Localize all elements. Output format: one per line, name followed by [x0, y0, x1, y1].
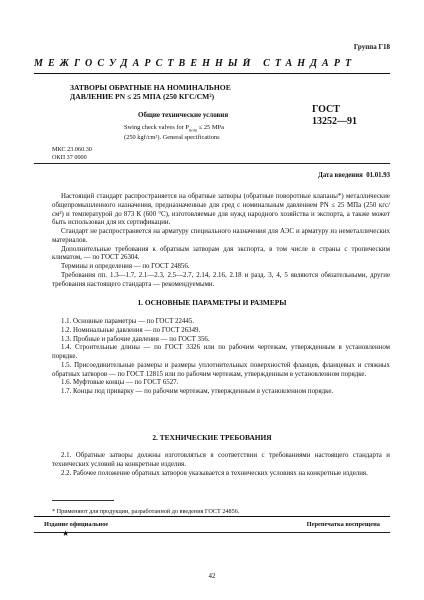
introduction-date-value: 01.01.93 — [366, 172, 390, 179]
paragraph: 1.6. Муфтовые концы — по ГОСТ 6527. — [61, 379, 179, 387]
banner-rule — [34, 73, 390, 74]
section-1-text — [52, 318, 390, 397]
paragraph: 1.4. Строительные длины — по ГОСТ 3326 или по рабочим чертежам, утвержденным в установленном порядке. — [52, 344, 390, 360]
paragraph: Дополнительные требования к обратным затворам для экспорта, в том числе в страны с тропическим климатом, — по ГОСТ 26304. — [52, 245, 390, 262]
introduction-date-label: Дата введения — [318, 172, 363, 179]
mks-code: МКС 23.060.30 — [52, 146, 92, 153]
official-edition-label: Издание официальное — [44, 521, 109, 528]
english-title-line-1: Swing check valves for $P_{nom} \le 25$ MPa — [124, 124, 224, 133]
section-2-text — [52, 452, 390, 478]
header-rule — [34, 163, 390, 164]
paragraph: Термины и определения — по ГОСТ 24856. — [61, 263, 190, 270]
paragraph: 1.1. Основные параметры — по ГОСТ 22445. — [61, 318, 194, 325]
section-2-heading: 2. ТЕХНИЧЕСКИЕ ТРЕБОВАНИЯ — [152, 433, 272, 442]
gost-number: 13252—91 — [312, 116, 357, 127]
paragraph: 2.2. Рабочее положение обратных затворов указывается в технических условиях на конкретные изделия. — [61, 469, 368, 477]
paragraph: 1.5. Присоединительные размеры и размеры уплотнительных поверхностей фланцев, фланцевых и стяжных обратных затворов — по ГОСТ 12815 или по рабочим чертежам, утвержденным в установленном порядке. — [52, 361, 390, 378]
paragraph: 1.3. Пробные и рабочие давления — по ГОСТ 356. — [61, 335, 210, 343]
introduction-date — [318, 172, 390, 179]
reprint-prohibited-label: Перепечатка воспрещена — [306, 521, 380, 528]
paragraph: 2.1. Обратные затворы должны изготовляться в соответствии с требованиями настоящего стандарта и технических условий на конкретные изделия. — [52, 452, 390, 468]
english-title-line-2: (250 kgf/cm²). General specifications — [124, 134, 220, 142]
classification-codes — [52, 146, 92, 161]
paragraph: Настоящий стандарт распространяется на обратные затворы (обратные поворотные клапаны*) металлические общепромышленного назначения, предназначенные для сред с номинальным давлением PN ≤ 25 МПа (250 кгс/см²) и температурой до 873 К (600 °С), изготовляемые для нужд народного хозяйства и экспорта, а также может быть использован для их сертификации. — [52, 193, 390, 227]
section-1-heading: 1. ОСНОВНЫЕ ПАРАМЕТРЫ И РАЗМЕРЫ — [137, 298, 287, 307]
gost-designation — [312, 104, 382, 128]
standard-title — [70, 83, 300, 101]
title-line-1: ЗАТВОРЫ ОБРАТНЫЕ НА НОМИНАЛЬНОЕ — [70, 83, 231, 92]
okp-code: ОКП 37 0000 — [52, 153, 87, 161]
star-icon: ★ — [62, 529, 70, 538]
title-line-2: ДАВЛЕНИЕ PN ≤ 25 МПА (250 КГС/СМ²) — [70, 92, 215, 101]
group-code: Группа Г18 — [353, 43, 390, 51]
page-number: 42 — [208, 572, 216, 580]
gost-label: ГОСТ — [312, 104, 340, 115]
footer-bottom-rule — [34, 532, 390, 533]
intro-text — [52, 193, 390, 289]
footer-rule — [34, 516, 390, 517]
paragraph: Стандарт не распространяется на арматуру специального назначения для АЭС и арматуру из неметаллических материалов. — [52, 228, 390, 244]
paragraph: 1.7. Концы под приварку — по рабочим чертежам, утвержденным в установленном порядке. — [61, 388, 334, 395]
english-title — [124, 124, 224, 143]
footnote: * Применяют для продукции, разработанной до введения ГОСТ 24856. — [52, 508, 240, 515]
paragraph: 1.2. Номинальные давления — по ГОСТ 26349. — [61, 326, 201, 334]
standard-subtitle: Общие технические условия — [138, 111, 229, 119]
standard-banner: МЕЖГОСУДАРСТВЕННЫЙ СТАНДАРТ — [34, 58, 357, 69]
paragraph: Требования пп. 1.3—1.7, 2.1—2.3, 2.5—2.7, 2.14, 2.16, 2.18 и разд. 3, 4, 5 являются обязательными, другие требования настоящего стандарта — рекомендуемыми. — [52, 271, 390, 288]
footnote-rule — [52, 500, 114, 501]
